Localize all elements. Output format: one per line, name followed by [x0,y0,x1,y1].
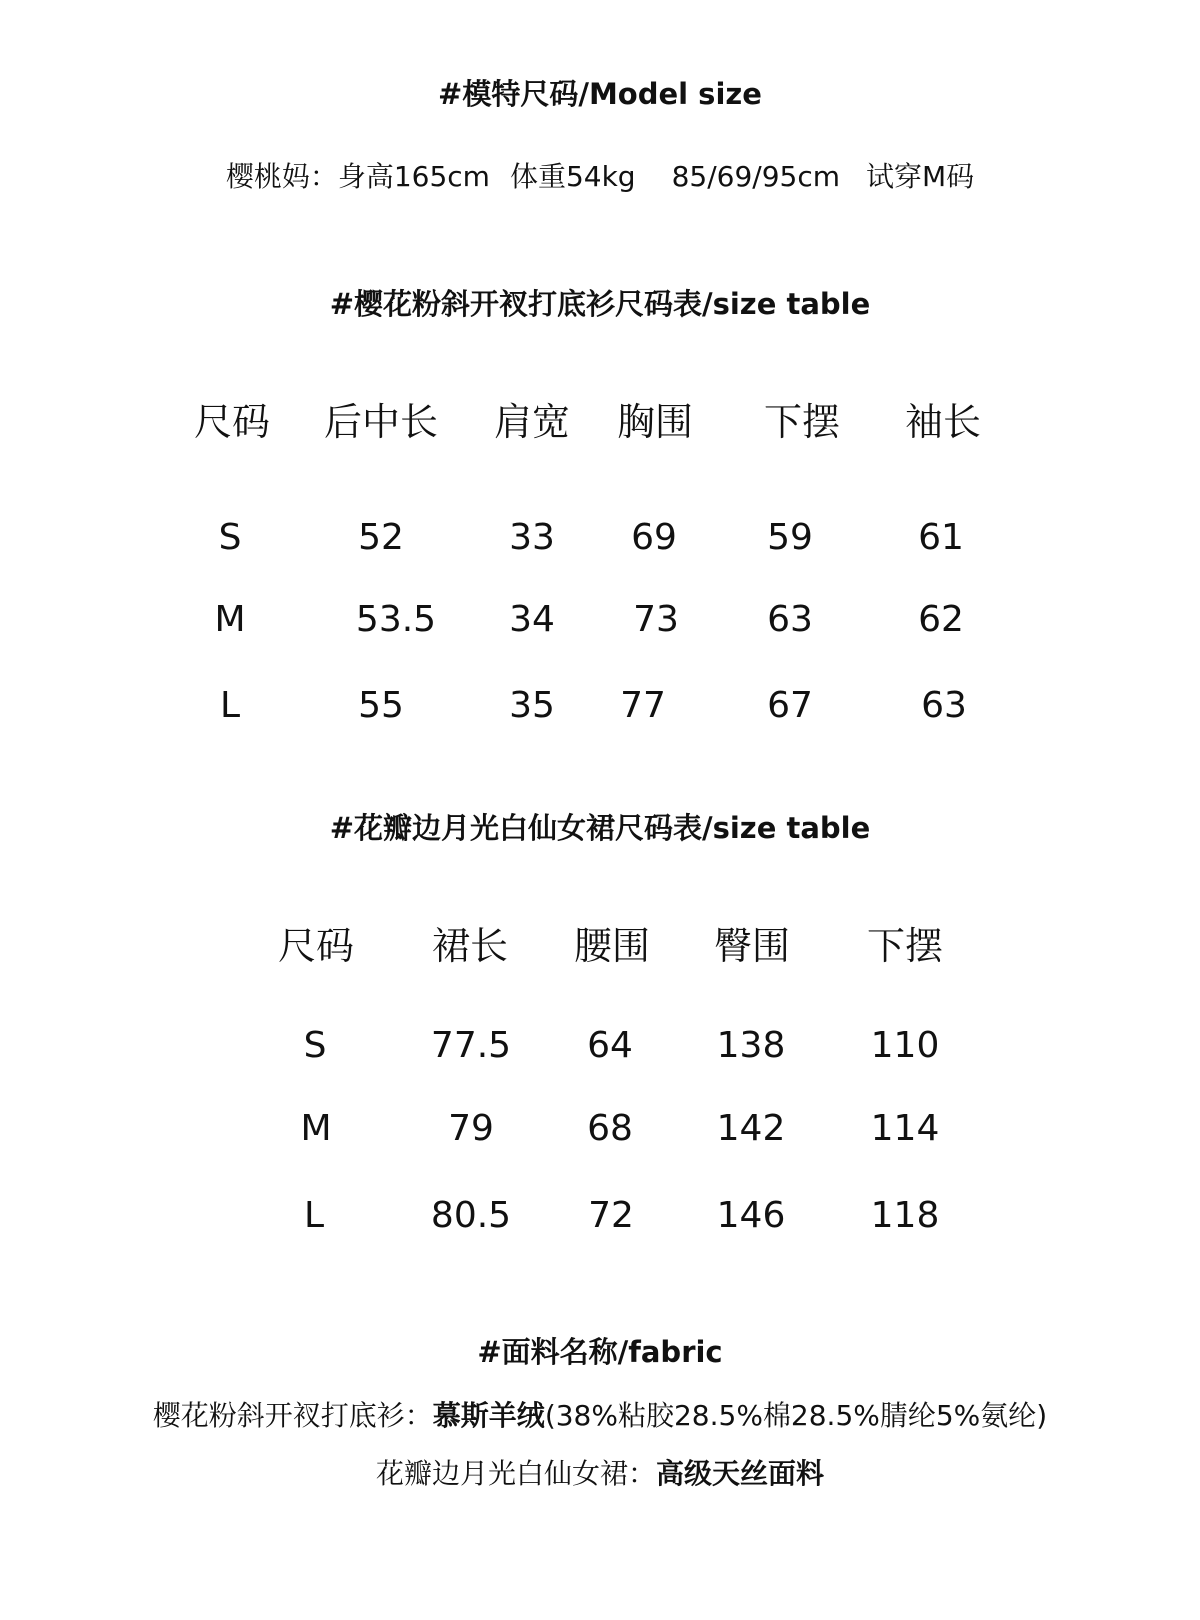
table-cell: 63 [921,685,967,726]
table-cell: L [219,685,241,726]
table-cell: 80.5 [430,1195,512,1236]
table-cell: 73 [633,599,679,640]
model-info-line [0,155,1200,195]
table-cell: 146 [716,1195,786,1236]
table-cell: 68 [587,1108,633,1149]
top-size-table-title: #樱花粉斜开衩打底衫尺码表/size table [329,287,871,321]
fabric-top-label: 樱花粉斜开衩打底衫： [152,1399,433,1432]
table-cell: 77.5 [430,1025,512,1066]
table-cell: 79 [448,1108,494,1149]
fabric-line-top [0,1394,1200,1434]
fabric-top-composition: (38%粘胶28.5%棉28.5%腈纶5%氨纶) [544,1399,1048,1432]
top-header-shoulder: 肩宽 [493,400,571,444]
table-cell: S [218,517,242,558]
table-cell: 69 [631,517,677,558]
top-header-size: 尺码 [193,400,271,444]
table-cell: 72 [588,1195,634,1236]
table-cell: 142 [716,1108,786,1149]
table-cell: S [303,1025,327,1066]
fabric-line-skirt [0,1452,1200,1492]
model-weight: 体重54kg [509,160,636,193]
fabric-title: #面料名称/fabric [477,1335,723,1369]
fabric-skirt-label: 花瓣边月光白仙女裙： [375,1457,656,1490]
table-cell: 64 [587,1025,633,1066]
table-cell: 35 [509,685,555,726]
table-cell: 62 [918,599,964,640]
table-cell: 33 [509,517,555,558]
table-cell: 63 [767,599,813,640]
model-height: 樱桃妈：身高165cm [225,160,490,193]
table-cell: 110 [870,1025,940,1066]
top-header-sleeve: 袖长 [904,400,982,444]
table-cell: 138 [716,1025,786,1066]
table-cell: M [300,1108,332,1149]
top-header-hem: 下摆 [763,400,841,444]
model-tried-size: 试穿M码 [866,160,975,193]
skirt-size-table-title: #花瓣边月光白仙女裙尺码表/size table [329,811,871,845]
table-cell: 52 [358,517,404,558]
skirt-header-length: 裙长 [431,924,509,968]
fabric-top-material: 慕斯羊绒 [432,1399,545,1432]
model-size-title: #模特尺码/Model size [438,77,762,111]
table-cell: 67 [767,685,813,726]
model-measurements: 85/69/95cm [671,160,840,193]
table-cell: 77 [620,685,666,726]
table-cell: 61 [918,517,964,558]
table-cell: M [214,599,246,640]
table-cell: 59 [767,517,813,558]
table-cell: L [303,1195,325,1236]
skirt-header-hem: 下摆 [866,924,944,968]
top-header-length: 后中长 [323,400,439,444]
table-cell: 118 [870,1195,940,1236]
table-cell: 114 [870,1108,940,1149]
top-header-chest: 胸围 [616,400,694,444]
table-cell: 55 [358,685,404,726]
skirt-header-hip: 臀围 [713,924,791,968]
table-cell: 53.5 [355,599,437,640]
skirt-header-waist: 腰围 [573,924,651,968]
table-cell: 34 [509,599,555,640]
skirt-header-size: 尺码 [277,924,355,968]
fabric-skirt-material: 高级天丝面料 [656,1457,825,1490]
